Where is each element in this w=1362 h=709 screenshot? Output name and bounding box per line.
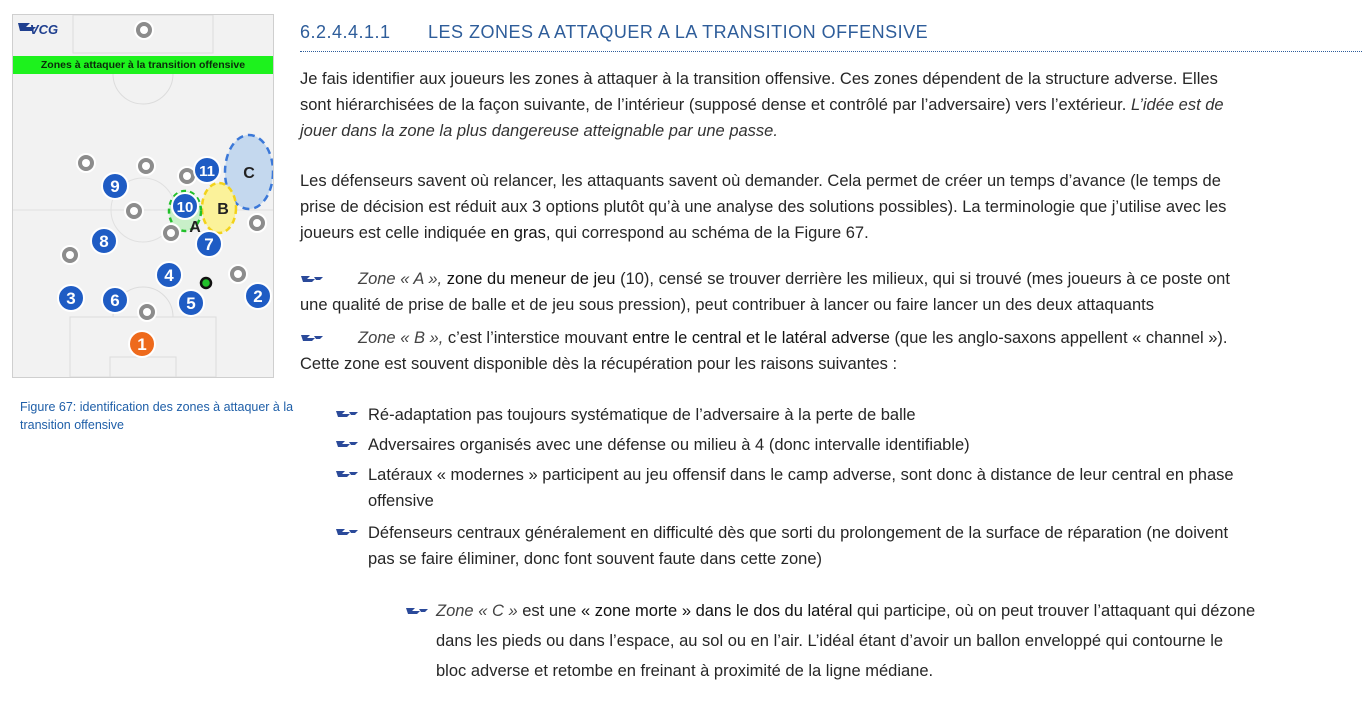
zone-b-line2: Cette zone est souvent disponible dès la récupération pour les raisons suivantes : [300, 355, 898, 373]
zone-a-label: A [189, 219, 201, 236]
svg-text:VCG: VCG [29, 22, 59, 37]
zone-c-bold: « zone morte » dans le dos du latéral [580, 602, 853, 620]
zone-c-line3: bloc adverse et retombe en freinant à proximité de la ligne médiane. [436, 662, 934, 680]
p2-line3a: joueurs est celle indiquée [300, 224, 491, 242]
club-logo [16, 19, 62, 39]
zone-c-rest: qui participe, où on peut trouver l’attaquant qui dézone [852, 602, 1256, 620]
section-number: 6.2.4.4.1.1 [300, 22, 391, 42]
bullet-icon [300, 333, 324, 345]
player-3 [58, 285, 84, 311]
zone-c-label-text: Zone « C » [436, 602, 518, 620]
player-1 [129, 331, 155, 357]
player-11 [194, 157, 220, 183]
bullet-icon [300, 274, 324, 286]
list-item-line: Latéraux « modernes » participent au jeu offensif dans le camp adverse, sont donc à distance de leur central en phase [368, 466, 1234, 484]
zone-a-label-text: Zone « A », [358, 270, 443, 288]
p1-line3: jouer dans la zone la plus dangereuse atteignable par une passe. [300, 122, 778, 140]
zone-a-bold: zone du meneur de jeu [446, 270, 616, 288]
player-5 [178, 290, 204, 316]
bullet-icon [335, 469, 359, 481]
svg-text:5: 5 [186, 294, 196, 313]
svg-text:10: 10 [176, 199, 194, 216]
tactics-figure [12, 14, 274, 378]
player-9 [102, 173, 128, 199]
zone-c-paragraph [405, 596, 1362, 686]
zone-a-rest: (10), censé se trouver derrière les milieux, qui si trouvé (mes joueurs à ce poste ont [615, 270, 1230, 288]
list-item-line: Défenseurs centraux généralement en difficulté dès que sorti du prolongement de la surface de réparation (ne doivent [368, 524, 1229, 542]
list-item [335, 462, 1362, 514]
p2-line2: prise de décision est réduit aux 3 options plutôt qu’à une analyse des solutions possibles). La terminologie que j’utilise avec les [300, 198, 1227, 216]
list-item-text: Adversaires organisés avec une défense ou milieu à 4 (donc intervalle identifiable) [368, 436, 970, 454]
p2-line1: Les défenseurs savent où relancer, les attaquants savent où demander. Cela permet de créer un temps d’avance (le temps de [300, 172, 1221, 190]
bullet-icon [405, 606, 429, 618]
svg-text:7: 7 [204, 235, 214, 254]
paragraph-intro [300, 66, 1362, 144]
p1-line2a: sont hiérarchisées de la façon suivante, de l’intérieur (supposé dense et contrôlé par l’adversaire) vers l’extérieur. [300, 96, 1131, 114]
zone-b-paragraph [300, 325, 1362, 377]
bullet-icon [335, 527, 359, 539]
bullet-icon [335, 439, 359, 451]
svg-text:8: 8 [99, 232, 109, 251]
svg-text:1: 1 [137, 335, 147, 354]
zone-c-pre: est une [517, 602, 581, 620]
section-title: LES ZONES A ATTAQUER A LA TRANSITION OFFENSIVE [428, 22, 929, 42]
zone-c-line1 [436, 596, 1362, 626]
svg-text:4: 4 [164, 266, 174, 285]
player-4 [156, 262, 182, 288]
list-item [335, 402, 1362, 428]
section-heading [300, 22, 1362, 52]
zone-c-text [436, 596, 1362, 686]
svg-text:9: 9 [110, 177, 120, 196]
p2-line3c: , qui correspond au schéma de la Figure 67. [545, 224, 869, 242]
p1-line2b: L’idée est de [1130, 96, 1224, 114]
svg-text:2: 2 [253, 287, 263, 306]
list-item-text: Ré-adaptation pas toujours systématique de l’adversaire à la perte de balle [368, 406, 916, 424]
list-item-text [368, 520, 1362, 572]
figure-banner: Zones à attaquer à la transition offensive [13, 56, 273, 74]
player-10 [172, 193, 198, 219]
player-8 [91, 228, 117, 254]
svg-text:3: 3 [66, 289, 76, 308]
list-item-line: pas se faire éliminer, donc font souvent faute dans cette zone) [368, 550, 823, 568]
p1-line1: Je fais identifier aux joueurs les zones à attaquer à la transition offensive. Ces zones dépendent de la structure adverse. Elles [300, 70, 1218, 88]
svg-text:11: 11 [199, 163, 215, 180]
p2-line3b-bold: en gras [490, 224, 546, 242]
zone-b-line1 [300, 325, 1362, 351]
player-2 [245, 283, 271, 309]
zone-c-label: C [243, 165, 255, 182]
zone-c-line2: dans les pieds ou dans l’espace, au sol ou en l’air. L’idéal étant d’avoir un ballon enveloppé qui contourne le [436, 632, 1224, 650]
zone-b-rest: (que les anglo-saxons appellent « channel »). [889, 329, 1228, 347]
zone-b-label-text: Zone « B », [358, 329, 444, 347]
list-item-line: offensive [368, 492, 434, 510]
p1-line2 [300, 92, 1362, 118]
list-item-text [368, 462, 1362, 514]
ball [201, 278, 211, 288]
paragraph-terminology [300, 168, 1362, 246]
zone-a-paragraph [300, 266, 1362, 318]
bullet-icon [335, 409, 359, 421]
zone-b-bold: entre le central et le latéral adverse [632, 329, 890, 347]
player-6 [102, 287, 128, 313]
zone-b-label: B [217, 201, 229, 218]
list-item [335, 520, 1362, 572]
list-item [335, 432, 1362, 458]
zone-b-pre: c’est l’interstice mouvant [443, 329, 633, 347]
zone-a-line2: une qualité de prise de balle et de jeu sous pression), peut contribuer à lancer ou faire lancer un des deux attaquants [300, 296, 1154, 314]
figure-caption: Figure 67: identification des zones à attaquer à la transition offensive [20, 400, 294, 432]
svg-text:6: 6 [110, 291, 120, 310]
p2-line3 [300, 220, 1362, 246]
zone-a-line1 [300, 266, 1362, 292]
